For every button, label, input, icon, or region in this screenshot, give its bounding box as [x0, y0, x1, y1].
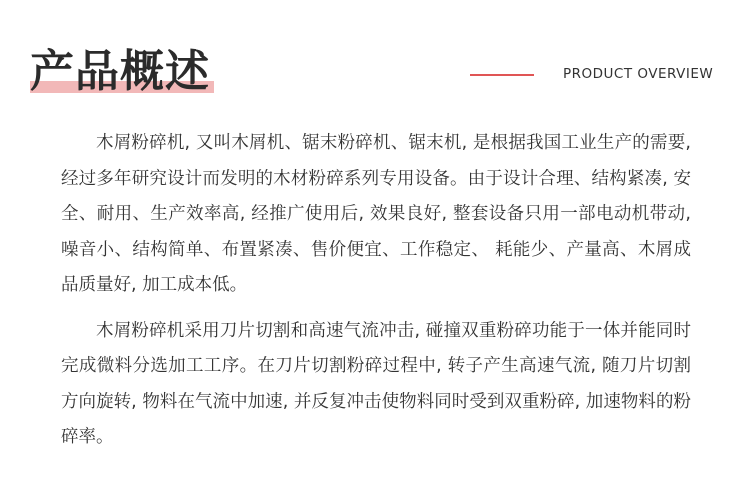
- overview-paragraph-1: 木屑粉碎机, 又叫木屑机、锯末粉碎机、锯末机, 是根据我国工业生产的需要, 经过多年研究设计而发明的木材粉碎系列专用设备。由于设计合理、结构紧凑, 安全、耐用、生产效率高, 经推广使用后, 效果良好, 整套设备只用一部电动机带动, 噪音小、结构简单、布置紧凑、售价便宜、工作稳定、 耗能少、产量高、木屑成品质量好, 加工成本低。: [61, 133, 691, 295]
- page-title: 产品概述: [30, 46, 210, 97]
- accent-divider-line: [470, 74, 534, 76]
- page-title-block: [30, 44, 210, 100]
- overview-paragraph-2: 木屑粉碎机采用刀片切割和高速气流冲击, 碰撞双重粉碎功能于一体并能同时完成微料分选加工工序。在刀片切割粉碎过程中, 转子产生高速气流, 随刀片切割方向旋转, 物料在气流中加速, 并反复冲击使物料同时受到双重粉碎, 加速物料的粉碎率。: [61, 320, 691, 447]
- overview-content: [61, 126, 691, 456]
- page-subtitle: PRODUCT OVERVIEW: [563, 66, 714, 82]
